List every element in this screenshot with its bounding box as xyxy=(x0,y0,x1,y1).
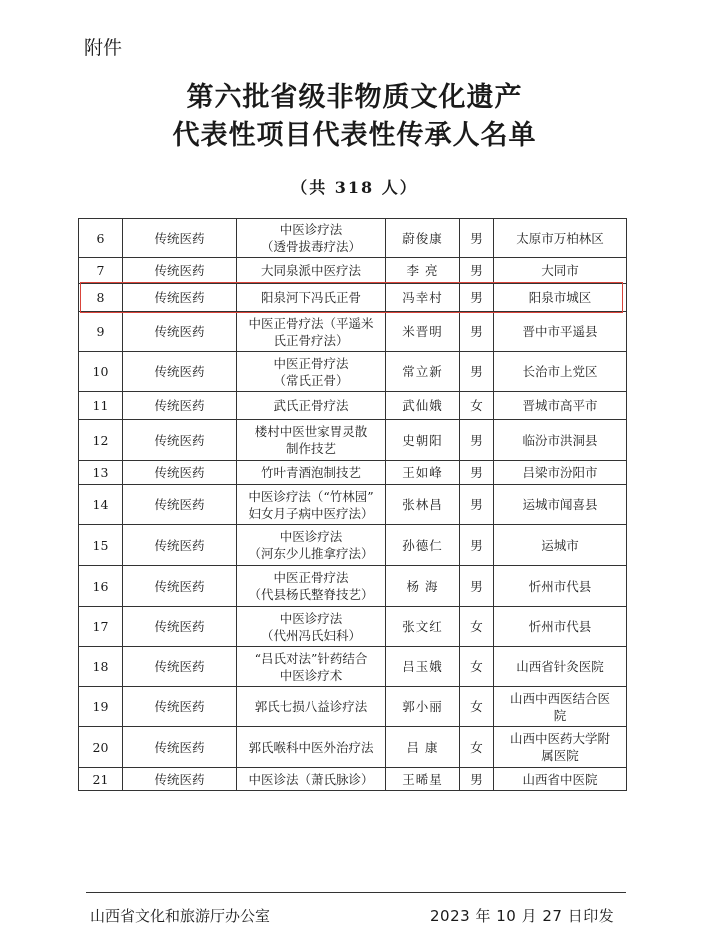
table-row xyxy=(79,284,627,312)
row-category: 传统医药 xyxy=(123,258,237,284)
row-project xyxy=(237,284,386,312)
row-region-line: 运城市闻喜县 xyxy=(522,497,598,512)
row-project-line: 氏正骨疗法） xyxy=(273,332,349,348)
row-region xyxy=(494,312,627,352)
row-project-line: 中医正骨疗法 xyxy=(273,355,349,371)
row-region-line: 太原市万柏林区 xyxy=(516,230,604,246)
row-inheritor-name: 王晞星 xyxy=(386,768,460,791)
row-gender: 女 xyxy=(460,727,494,768)
row-region xyxy=(494,525,627,566)
row-region xyxy=(494,352,627,392)
row-gender: 男 xyxy=(460,525,494,566)
row-category: 传统医药 xyxy=(123,687,237,727)
table-row xyxy=(79,566,627,607)
row-project-line: 中医诊疗法 xyxy=(279,610,343,626)
row-gender: 男 xyxy=(460,420,494,461)
table-row xyxy=(79,258,627,284)
row-region-line: 吕梁市汾阳市 xyxy=(522,465,598,480)
row-gender: 男 xyxy=(460,284,494,312)
row-project xyxy=(237,461,386,485)
row-number: 14 xyxy=(79,485,123,525)
document-title-line1: 第六批省级非物质文化遗产 xyxy=(186,82,523,113)
row-category: 传统医药 xyxy=(123,566,237,607)
row-project-line: （常氏正骨） xyxy=(273,372,349,388)
row-project-line: 中医诊法（萧氏脉诊） xyxy=(248,771,374,787)
table-row xyxy=(79,461,627,485)
row-number: 16 xyxy=(79,566,123,607)
row-inheritor-name: 吕 康 xyxy=(386,727,460,768)
row-project xyxy=(237,219,386,258)
row-number: 21 xyxy=(79,768,123,791)
row-gender: 男 xyxy=(460,258,494,284)
row-project-line: 武氏正骨疗法 xyxy=(273,398,349,413)
row-inheritor-name: 郭小丽 xyxy=(386,687,460,727)
row-number: 10 xyxy=(79,352,123,392)
row-number: 6 xyxy=(79,219,123,258)
row-inheritor-name: 孙德仁 xyxy=(386,525,460,566)
table-row xyxy=(79,420,627,461)
row-category: 传统医药 xyxy=(123,352,237,392)
row-project xyxy=(237,566,386,607)
row-region xyxy=(494,420,627,461)
row-project xyxy=(237,687,386,727)
row-gender: 女 xyxy=(460,647,494,687)
row-inheritor-name: 蔚俊康 xyxy=(386,219,460,258)
row-category: 传统医药 xyxy=(123,461,237,485)
row-region-line: 山西省中医院 xyxy=(522,771,598,787)
row-region xyxy=(494,566,627,607)
table-body xyxy=(79,219,627,791)
row-project-line: 郭氏七损八益诊疗法 xyxy=(254,699,368,714)
row-gender: 男 xyxy=(460,485,494,525)
row-gender: 男 xyxy=(460,219,494,258)
total-count: （共 318 人） xyxy=(291,178,418,197)
row-gender: 女 xyxy=(460,392,494,420)
row-region-line: 晋城市高平市 xyxy=(522,398,598,413)
row-inheritor-name: 武仙娥 xyxy=(386,392,460,420)
row-number: 12 xyxy=(79,420,123,461)
row-project xyxy=(237,647,386,687)
row-region-line: 山西中西医结合医 xyxy=(509,690,610,706)
row-region xyxy=(494,768,627,791)
row-gender: 女 xyxy=(460,607,494,647)
row-project xyxy=(237,768,386,791)
table-row xyxy=(79,607,627,647)
row-project xyxy=(237,352,386,392)
row-region-line: 忻州市代县 xyxy=(528,578,592,594)
row-category: 传统医药 xyxy=(123,392,237,420)
row-region-line: 临汾市洪洞县 xyxy=(522,432,598,448)
row-number: 20 xyxy=(79,727,123,768)
row-category: 传统医药 xyxy=(123,525,237,566)
table-row xyxy=(79,219,627,258)
row-number: 8 xyxy=(79,284,123,312)
footer-issuer: 山西省文化和旅游厅办公室 xyxy=(90,907,271,925)
row-gender: 男 xyxy=(460,461,494,485)
row-number: 7 xyxy=(79,258,123,284)
row-region-line: 长治市上党区 xyxy=(522,364,598,379)
row-number: 19 xyxy=(79,687,123,727)
row-number: 17 xyxy=(79,607,123,647)
table-row xyxy=(79,727,627,768)
row-project xyxy=(237,525,386,566)
row-region xyxy=(494,687,627,727)
row-region-line: 忻州市代县 xyxy=(528,619,592,634)
attachment-label: 附件 xyxy=(84,37,123,59)
table-row xyxy=(79,647,627,687)
row-project xyxy=(237,607,386,647)
row-gender: 女 xyxy=(460,687,494,727)
row-region-line: 院 xyxy=(553,707,567,723)
row-project-line: （代州冯氏妇科） xyxy=(260,627,361,643)
row-project-line: 楼村中医世家胃灵散 xyxy=(254,424,368,439)
row-inheritor-name: 冯幸村 xyxy=(386,284,460,312)
row-number: 9 xyxy=(79,312,123,352)
row-number: 18 xyxy=(79,647,123,687)
row-project-line: 竹叶青酒泡制技艺 xyxy=(260,465,361,480)
row-inheritor-name: 张文红 xyxy=(386,607,460,647)
row-gender: 男 xyxy=(460,312,494,352)
row-region-line: 晋中市平遥县 xyxy=(522,324,598,339)
row-project xyxy=(237,485,386,525)
row-project-line: 妇女月子病中医疗法） xyxy=(248,505,374,521)
row-region-line: 阳泉市城区 xyxy=(528,290,592,305)
table-row xyxy=(79,485,627,525)
row-number: 15 xyxy=(79,525,123,566)
row-category: 传统医药 xyxy=(123,312,237,352)
inheritors-table xyxy=(78,218,627,791)
row-inheritor-name: 杨 海 xyxy=(386,566,460,607)
row-category: 传统医药 xyxy=(123,420,237,461)
table-row xyxy=(79,687,627,727)
row-region xyxy=(494,647,627,687)
row-project-line: 中医正骨疗法（平遥米 xyxy=(248,315,374,331)
row-region-line: 山西中医药大学附 xyxy=(509,731,610,746)
row-category: 传统医药 xyxy=(123,607,237,647)
table-row xyxy=(79,392,627,420)
row-project xyxy=(237,258,386,284)
row-project-line: 中医诊疗法 xyxy=(279,529,343,544)
row-project xyxy=(237,312,386,352)
row-inheritor-name: 常立新 xyxy=(386,352,460,392)
row-category: 传统医药 xyxy=(123,727,237,768)
row-region xyxy=(494,258,627,284)
row-project-line: 中医正骨疗法 xyxy=(273,570,349,585)
row-project-line: 大同泉派中医疗法 xyxy=(260,263,361,278)
document-title-line2: 代表性项目代表性传承人名单 xyxy=(172,120,537,151)
row-project-line: “吕氏对法”针药结合 xyxy=(254,650,368,666)
row-region xyxy=(494,727,627,768)
row-project-line: 阳泉河下冯氏正骨 xyxy=(260,290,361,305)
row-category: 传统医药 xyxy=(123,485,237,525)
row-gender: 男 xyxy=(460,352,494,392)
row-inheritor-name: 张林昌 xyxy=(386,485,460,525)
table-row xyxy=(79,525,627,566)
row-number: 11 xyxy=(79,392,123,420)
row-project xyxy=(237,392,386,420)
row-project xyxy=(237,727,386,768)
row-region xyxy=(494,219,627,258)
row-inheritor-name: 王如峰 xyxy=(386,461,460,485)
row-region-line: 运城市 xyxy=(541,537,579,553)
row-gender: 男 xyxy=(460,566,494,607)
table-row xyxy=(79,768,627,791)
row-project-line: 郭氏喉科中医外治疗法 xyxy=(248,739,374,755)
row-project xyxy=(237,420,386,461)
footer-divider xyxy=(86,892,626,893)
row-region xyxy=(494,392,627,420)
row-project-line: （代县杨氏整脊技艺） xyxy=(248,587,374,602)
table-row xyxy=(79,352,627,392)
row-category: 传统医药 xyxy=(123,768,237,791)
row-project-line: 中医诊疗术 xyxy=(279,667,343,683)
row-inheritor-name: 李 亮 xyxy=(386,258,460,284)
row-gender: 男 xyxy=(460,768,494,791)
row-region xyxy=(494,485,627,525)
row-project-line: 中医诊疗法 xyxy=(279,222,343,237)
row-category: 传统医药 xyxy=(123,284,237,312)
footer-date: 2023 年 10 月 27 日印发 xyxy=(430,907,615,925)
row-inheritor-name: 吕玉娥 xyxy=(386,647,460,687)
row-region-line: 属医院 xyxy=(541,748,579,763)
row-region xyxy=(494,284,627,312)
row-project-line: 中医诊疗法（“竹林园” xyxy=(248,488,374,504)
row-region-line: 大同市 xyxy=(541,263,579,278)
row-region-line: 山西省针灸医院 xyxy=(516,659,604,674)
row-project-line: （透骨拔毒疗法） xyxy=(260,239,361,254)
row-number: 13 xyxy=(79,461,123,485)
row-region xyxy=(494,461,627,485)
row-region xyxy=(494,607,627,647)
row-project-line: 制作技艺 xyxy=(285,441,336,456)
row-category: 传统医药 xyxy=(123,219,237,258)
table-row xyxy=(79,312,627,352)
row-category: 传统医药 xyxy=(123,647,237,687)
row-inheritor-name: 史朝阳 xyxy=(386,420,460,461)
row-inheritor-name: 米晋明 xyxy=(386,312,460,352)
row-project-line: （河东少儿推拿疗法） xyxy=(248,546,374,561)
